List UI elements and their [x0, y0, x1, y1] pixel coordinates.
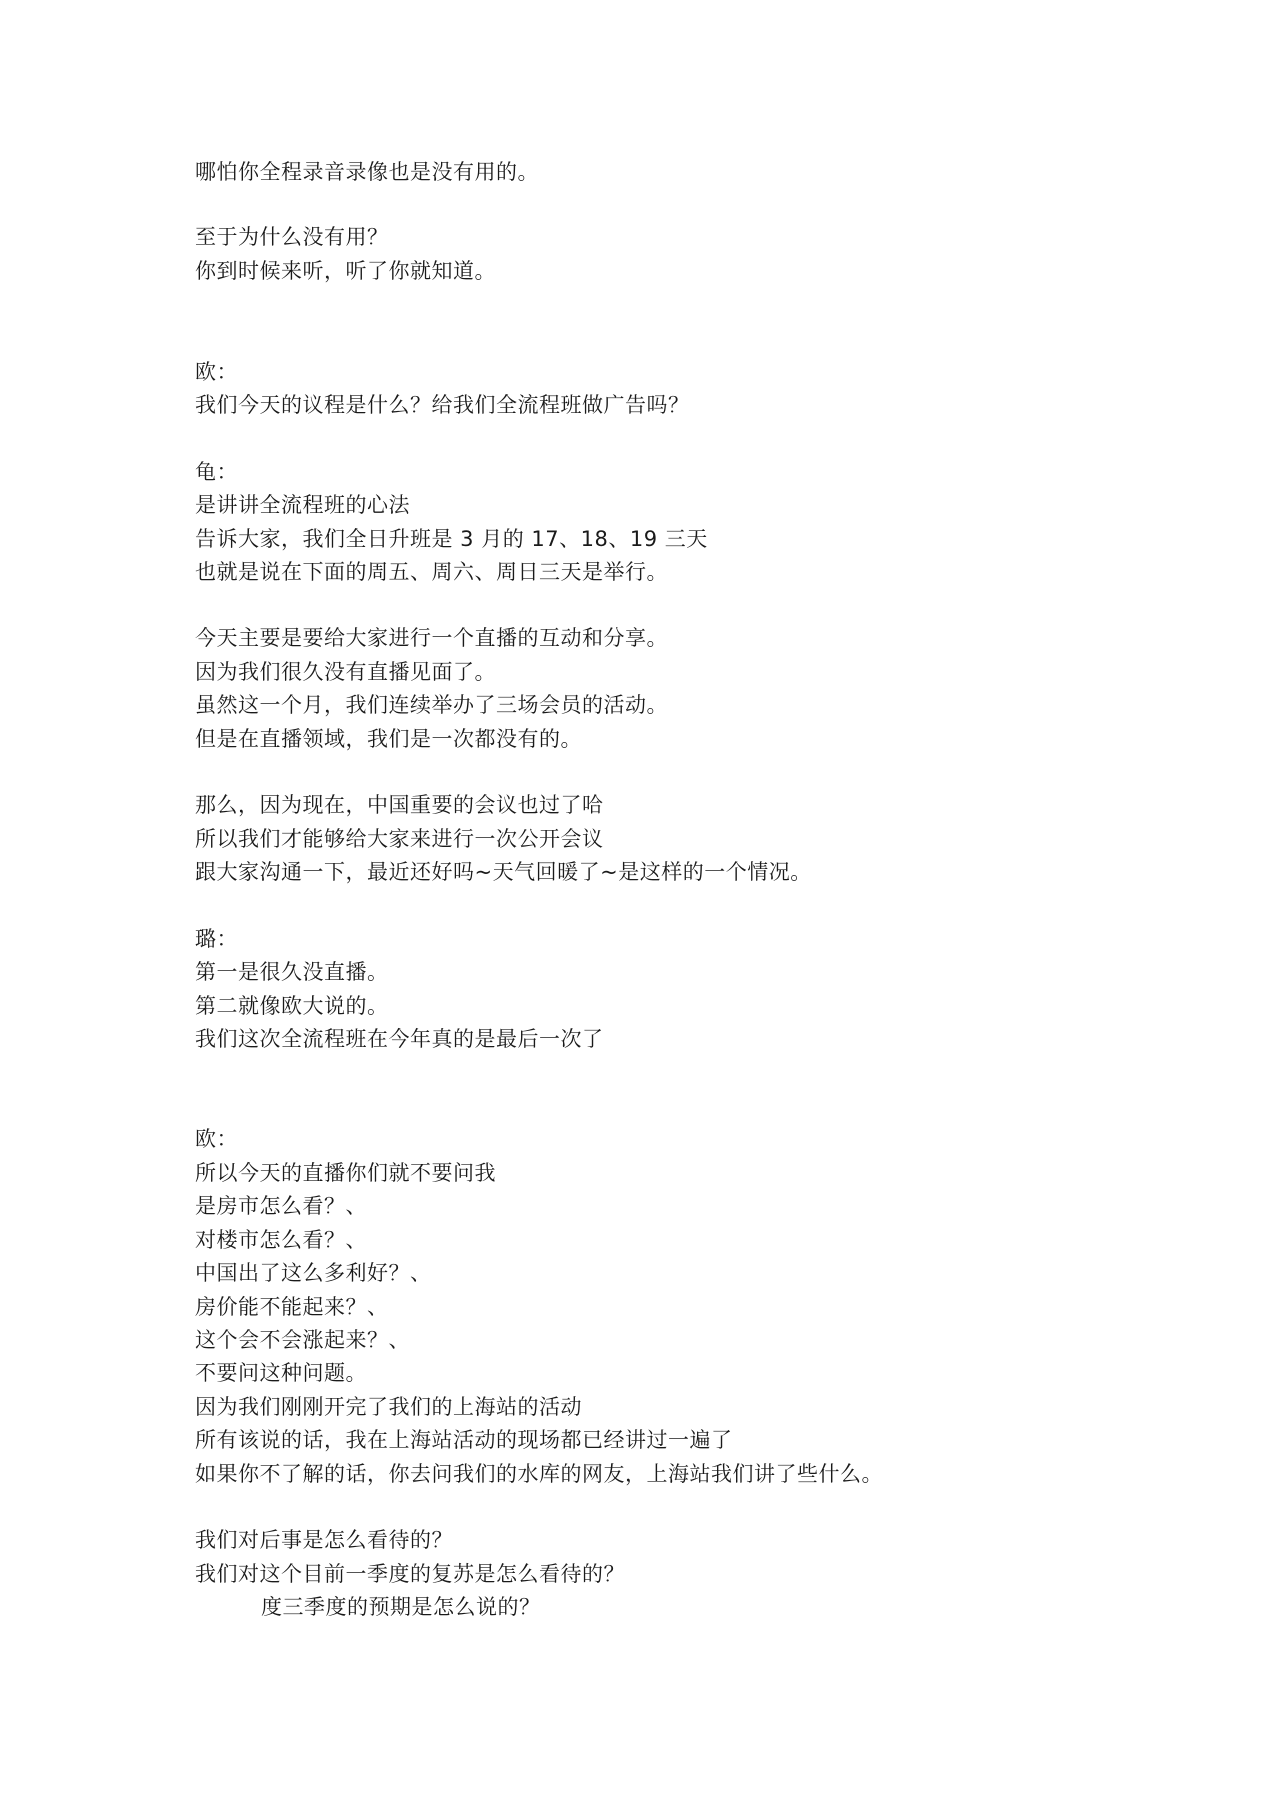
text-line: 也就是说在下面的周五、周六、周日三天是举行。 [195, 560, 668, 584]
text-line: 房价能不能起来？、 [195, 1295, 389, 1319]
speaker-label: 欧： [195, 1127, 238, 1151]
text-line: 所以今天的直播你们就不要问我 [195, 1161, 496, 1185]
speaker-label: 欧： [195, 360, 238, 384]
text-line: 跟大家沟通一下，最近还好吗~天气回暖了~是这样的一个情况。 [195, 860, 812, 884]
text-line: 那么，因为现在，中国重要的会议也过了哈 [195, 793, 604, 817]
text-line: 中国出了这么多利好？、 [195, 1261, 432, 1285]
text-line: 哪怕你全程录音录像也是没有用的。 [195, 160, 539, 184]
text-line: 如果你不了解的话，你去问我们的水库的网友，上海站我们讲了些什么。 [195, 1462, 883, 1486]
text-line: 但是在直播领域，我们是一次都没有的。 [195, 727, 582, 751]
text-line: 我们这次全流程班在今年真的是最后一次了 [195, 1027, 604, 1051]
text-line: 今天主要是要给大家进行一个直播的互动和分享。 [195, 626, 668, 650]
text-line: 我们对这个目前一季度的复苏是怎么看待的？ [195, 1562, 625, 1586]
text-line: 是讲讲全流程班的心法 [195, 493, 410, 517]
text-line: 第一是很久没直播。 [195, 960, 389, 984]
text-line: 所有该说的话，我在上海站活动的现场都已经讲过一遍了 [195, 1428, 733, 1452]
text-line: 这个会不会涨起来？、 [195, 1328, 410, 1352]
text-line: 因为我们很久没有直播见面了。 [195, 660, 496, 684]
text-line: 至于为什么没有用？ [195, 225, 389, 249]
text-line: 我们对后事是怎么看待的？ [195, 1528, 453, 1552]
text-line: 不要问这种问题。 [195, 1361, 367, 1385]
text-line: 我们今天的议程是什么？给我们全流程班做广告吗？ [195, 393, 690, 417]
speaker-label: 龟： [195, 460, 238, 484]
text-line: 因为我们刚刚开完了我们的上海站的活动 [195, 1395, 582, 1419]
text-line: 所以我们才能够给大家来进行一次公开会议 [195, 827, 604, 851]
text-line: 是房市怎么看？、 [195, 1194, 367, 1218]
text-line: 虽然这一个月，我们连续举办了三场会员的活动。 [195, 693, 668, 717]
speaker-label: 璐： [195, 927, 238, 951]
text-line: 你到时候来听，听了你就知道。 [195, 259, 496, 283]
text-line: 度三季度的预期是怎么说的？ [261, 1595, 541, 1619]
text-line: 对楼市怎么看？、 [195, 1228, 367, 1252]
text-line: 第二就像欧大说的。 [195, 994, 389, 1018]
text-line: 告诉大家，我们全日升班是 3 月的 17、18、19 三天 [195, 527, 708, 551]
